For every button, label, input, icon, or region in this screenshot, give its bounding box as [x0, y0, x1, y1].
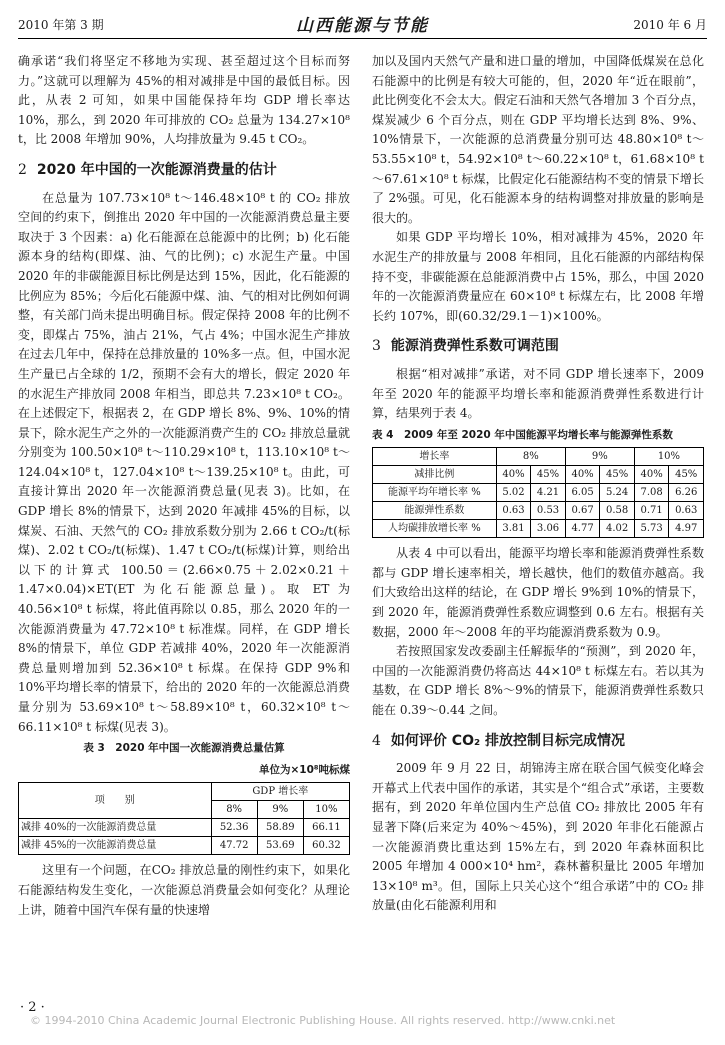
- section-number: 3: [372, 338, 381, 355]
- table-header-cell: 10%: [634, 448, 703, 466]
- table-header-cell: 增长率: [373, 448, 497, 466]
- table-row: [19, 837, 350, 855]
- table-cell: 0.58: [600, 502, 635, 520]
- table-cell: 0.63: [496, 502, 531, 520]
- table-cell: 47.72: [211, 837, 257, 855]
- section-number: 2: [18, 161, 27, 178]
- table-cell: 能源弹性系数: [373, 502, 497, 520]
- section-number: 4: [372, 732, 381, 749]
- table-cell: 0.67: [565, 502, 600, 520]
- table-cell: 4.02: [600, 520, 635, 538]
- paragraph: 若按照国家发改委副主任解振华的“预测”，到 2020 年，中国的一次能源消费仍将高达 44×10⁸ t 标煤左右。若以其为基数，在 GDP 增长 8%～9%的情景下，能源消费弹性系数只能在 0.39～0.44 之间。: [372, 644, 704, 718]
- table-cell: 5.02: [496, 484, 531, 502]
- table-cell: 53.69: [257, 837, 303, 855]
- journal-title: 山西能源与节能: [296, 16, 429, 36]
- table-cell: 3.81: [496, 520, 531, 538]
- table-unit: 单位为×10⁸吨标煤: [258, 763, 350, 776]
- table-cell: 4.21: [531, 484, 566, 502]
- table-header-cell: GDP 增长率: [211, 783, 349, 801]
- table-caption: 表 4 2009 年至 2020 年中国能源平均增长率与能源弹性系数: [372, 428, 673, 441]
- left-column: [18, 52, 350, 920]
- table-4: [372, 447, 704, 538]
- table-cell: 5.24: [600, 484, 635, 502]
- table-header-cell: 8%: [211, 801, 257, 819]
- table-header-cell: 减排比例: [373, 466, 497, 484]
- paragraph: 在总量为 107.73×10⁸ t～146.48×10⁸ t 的 CO₂ 排放空间的约束下，倒推出 2020 年中国的一次能源消费总量主要取决于 3 个因素：a) 化石能源在总能源中的比例；b) 化石能源本身的结构(即煤、油、气的比例)；c) 水泥生产量。中国 2020 年的非碳能源目标比例是达到 15%，因此，化石能源的比例应为 85%；今后化石能源中煤、油、气的相对比例如何调整，有关部门尚未提出明确目标。假定保持 2008 年的比例不变，即煤占 75%，油占 21%，气占 4%；中国水泥生产排放在过去几年中，保持在总排放量的 10%多一点。但，中国水泥生产量已占全球的 1/2，预期不会有大的增长，假定 2020 年的水泥生产排放同 2008 年相当，即总共 7.23×10⁸ t CO₂。在上述假定下，根据表 2，在 GDP 增长 8%、9%、10%的情景下，除水泥生产之外的一次能源消费产生的 CO₂ 排放总量就分别变为 100.50×10⁸ t～110.29×10⁸ t，113.10×10⁸ t～124.04×10⁸ t，127.04×10⁸ t～139.25×10⁸ t。由此，可直接计算出 2020 年一次能源消费总量(见表 3)。比如，在 GDP 增长 8%的情景下，达到 2020 年减排 45%的目标，以煤炭、石油、天然气的 CO₂ 排放系数分别为 2.66 t CO₂/t(标煤)、2.02 t CO₂/t(标煤)、1.47 t CO₂/t(标煤)计算，则给出以下的计算式 100.50＝(2.66×0.75＋2.02×0.21＋1.47×0.04)×ET(ET 为化石能源总量)。取 ET 为 40.56×10⁸ t 标煤，将此值再除以 0.85，那么 2020 年的一次能源消费量为 47.72×10⁸ t 标准煤。同样，在 GDP 增长 8%的情景下，单位 GDP 若减排 40%，2020 年一次能源消费总量则增加到 52.36×10⁸ t 标煤。在保持 GDP 9%和 10%平均增长率的情景下，给出的 2020 年的一次能源总消费量分别为 53.69×10⁸ t～58.89×10⁸ t，60.32×10⁸ t～66.11×10⁸ t 标煤(见表 3)。: [18, 190, 350, 734]
- table-header-cell: 40%: [634, 466, 669, 484]
- table-cell: 0.71: [634, 502, 669, 520]
- table-cell: 60.32: [303, 837, 349, 855]
- table-cell: 0.53: [531, 502, 566, 520]
- page-header: [18, 8, 707, 39]
- section-title: 如何评价 CO₂ 排放控制目标完成情况: [390, 732, 625, 749]
- table-cell: 66.11: [303, 819, 349, 837]
- table-header-cell: 40%: [565, 466, 600, 484]
- table-header-cell: 45%: [531, 466, 566, 484]
- table-header-cell: 8%: [496, 448, 565, 466]
- table-cell: 3.06: [531, 520, 566, 538]
- table-caption: 表 3 2020 年中国一次能源消费总量估算: [83, 742, 285, 755]
- table-cell: 5.73: [634, 520, 669, 538]
- table-cell: 人均碳排放增长率 %: [373, 520, 497, 538]
- copyright-watermark: © 1994-2010 China Academic Journal Electronic Publishing House. All rights reserved. http://www.cnki.net: [30, 1014, 616, 1027]
- table-row: [19, 819, 350, 837]
- page-number: · 2 ·: [20, 1000, 45, 1015]
- table-cell: 58.89: [257, 819, 303, 837]
- paragraph: 根据“相对减排”承诺，对不同 GDP 增长速率下，2009 年至 2020 年的能源平均增长率和能源消费弹性系数进行计算，结果列于表 4。: [372, 366, 704, 421]
- table-cell: 4.77: [565, 520, 600, 538]
- date-label: 2010 年 6 月: [633, 18, 707, 32]
- paragraph: 如果 GDP 平均增长 10%，相对减排为 45%，2020 年水泥生产的排放量与 2008 年相同，且化石能源的内部结构保持不变，非碳能源在总能源消费中占 15%，那么，中国 2020 年的一次能源消费量应在 60×10⁸ t 标煤左右，比 2008 年增长约 107%，即(60.32/29.1－1)×100%。: [372, 230, 704, 323]
- table-header-cell: 40%: [496, 466, 531, 484]
- paragraph: 确承诺“我们将坚定不移地为实现、甚至超过这个目标而努力。”这就可以理解为 45%的相对减排是中国的最低目标。因此，从表 2 可知，如果中国能保持年均 GDP 增长率达 10%，那么，到 2020 年可排放的 CO₂ 总量为 134.27×10⁸ t，比 2008 年增加 90%，人均排放量为 9.45 t CO₂。: [18, 54, 350, 147]
- table-cell: 4.97: [669, 520, 704, 538]
- table-cell: 减排 45%的一次能源消费总量: [19, 837, 212, 855]
- table-cell: 6.05: [565, 484, 600, 502]
- table-row: [373, 520, 704, 538]
- table-header-cell: 10%: [303, 801, 349, 819]
- issue-label: 2010 年第 3 期: [18, 18, 104, 32]
- table-cell: 能源平均年增长率 %: [373, 484, 497, 502]
- table-row: [373, 502, 704, 520]
- section-heading-2: [18, 161, 350, 181]
- table-cell: 6.26: [669, 484, 704, 502]
- section-title: 能源消费弹性系数可调范围: [390, 338, 559, 355]
- table-3: [18, 782, 350, 855]
- table-row: [373, 484, 704, 502]
- section-heading-4: [372, 732, 704, 752]
- right-column: [372, 52, 704, 916]
- table-header-cell: 9%: [257, 801, 303, 819]
- paragraph: 2009 年 9 月 22 日，胡锦涛主席在联合国气候变化峰会开幕式上代表中国作的承诺，其实是个“组合式”承诺，主要数据有，到 2020 年单位国内生产总值 CO₂ 排放比 2005 年有显著下降(后来定为 40%～45%)，到 2020 年非化石能源占一次能源消费比重达到 15%左右，到 2020 年森林面积比 2005 年增加 4 000×10⁴ hm²，森林蓄积量比 2005 年增加 13×10⁸ m³。但，国际上只关心这个“组合承诺”中的 CO₂ 排放量(由化石能源利用和: [372, 761, 704, 913]
- table-cell: 52.36: [211, 819, 257, 837]
- paragraph: 加以及国内天然气产量和进口量的增加，中国降低煤炭在总化石能源中的比例是有较大可能的，但，2020 年“近在眼前”，此比例变化不会太大。假定石油和天然气各增加 3 个百分点，煤炭减少 6 个百分点，则在 GDP 平均增长达到 8%、9%、10%情景下，一次能源的总消费量分别可达 48.80×10⁸ t～53.55×10⁸ t，54.92×10⁸ t～60.22×10⁸ t，61.68×10⁸ t～67.61×10⁸ t 标煤，比假定化石能源结构不变的情景下增长了 2%强。可见，化石能源本身的结构调整对排放量的影响是很大的。: [372, 54, 704, 225]
- table-header-cell: 9%: [565, 448, 634, 466]
- table-header-cell: 45%: [669, 466, 704, 484]
- paragraph: 从表 4 中可以看出，能源平均增长率和能源消费弹性系数都与 GDP 增长速率相关，增长越快，他们的数值亦越高。我们大致给出这样的结论，在 GDP 增长 9%到 10%的情景下，到 2020 年，能源消费弹性系数应调整到 0.6 左右。根据有关数据，2000 年～2008 年的平均能源消费系数为 0.9。: [372, 546, 704, 639]
- table-cell: 减排 40%的一次能源消费总量: [19, 819, 212, 837]
- table-header-cell: 项 别: [19, 783, 212, 819]
- table-cell: 0.63: [669, 502, 704, 520]
- section-heading-3: [372, 337, 704, 357]
- table-header-cell: 45%: [600, 466, 635, 484]
- paragraph: 这里有一个问题，在CO₂ 排放总量的刚性约束下，如果化石能源结构发生变化，一次能源总消费量会如何变化？从理论上讲，随着中国汽车保有量的快速增: [18, 863, 350, 917]
- table-cell: 7.08: [634, 484, 669, 502]
- section-title: 2020 年中国的一次能源消费量的估计: [36, 161, 277, 178]
